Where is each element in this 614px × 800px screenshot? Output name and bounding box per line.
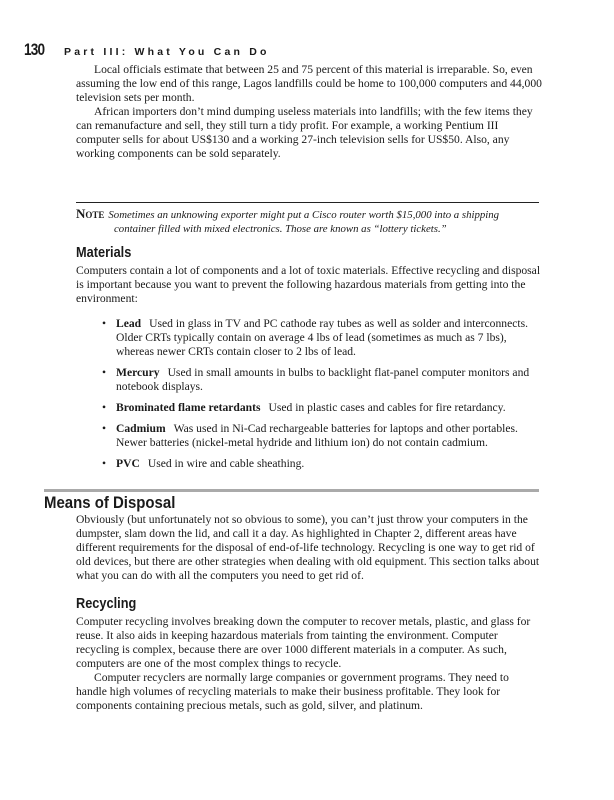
paragraph: Computer recyclers are normally large companies or government programs. They need to handle high volumes of recycling materials to make their business profitable. They look for components containing precious metals, such as gold, silver, and platinum. [76, 671, 509, 712]
paragraph: Obviously (but unfortunately not so obvious to some), you can’t just throw your computers in the dumpster, slam down the lid, and call it a day. As highlighted in Chapter 2, different areas have different requirements for the disposal of end-of-life technology. Recycling is one way to get rid of old devices, but there are other strategies when dealing with old equipment. This section talks about what you can do with all the computers you need to get rid of. [76, 513, 540, 582]
bullet-icon: • [102, 317, 107, 330]
note-text: Sometimes an unknowing exporter might put a Cisco router worth $15,000 into a shipping container filled with mixed electronics. Those are known as “lottery tickets.” [108, 209, 500, 235]
hazardous-materials-list [100, 317, 540, 478]
paragraph: African importers don’t mind dumping useless materials into landfills; with the few items they can remanufacture and sell, they still turn a tidy profit. For example, a working Pentium III computer sells for about US$130 and a working 27-inch television sells for US$50. Also, any working components can be sold separately. [76, 105, 533, 160]
term: Cadmium [116, 422, 166, 435]
term: PVC [116, 457, 140, 470]
materials-intro [76, 264, 542, 306]
intro-text [76, 63, 542, 161]
note-label: Note [76, 206, 105, 221]
list-item [100, 317, 540, 359]
list-item [100, 366, 540, 394]
description: Used in wire and cable sheathing. [147, 457, 305, 470]
section-divider [44, 489, 539, 492]
bullet-icon: • [102, 401, 107, 414]
description: Used in small amounts in bulbs to backlight flat-panel computer monitors and notebook displays. [116, 366, 530, 393]
running-header [24, 40, 270, 60]
paragraph: Local officials estimate that between 25 and 75 percent of this material is irreparable. So, even assuming the low end of this range, Lagos landfills could be home to 100,000 computers and 44,000 television sets per month. [76, 63, 542, 104]
term: Brominated flame retardants [116, 401, 261, 414]
note-box [76, 207, 542, 236]
bullet-icon: • [102, 422, 107, 435]
section-heading-recycling: Recycling [76, 596, 137, 612]
page-number: 130 [24, 40, 45, 59]
disposal-text [76, 513, 542, 583]
paragraph: Computers contain a lot of components and a lot of toxic materials. Effective recycling and disposal is important because you want to prevent the following hazardous materials from getting into the environment: [76, 264, 541, 305]
description: Used in plastic cases and cables for fire retardancy. [268, 401, 506, 414]
section-heading-materials: Materials [76, 245, 132, 261]
section-heading-means-of-disposal: Means of Disposal [44, 493, 176, 512]
description: Used in glass in TV and PC cathode ray tubes as well as solder and interconnects. Older CRTs typically contain on average 4 lbs of lead (sometimes as much as 7 lbs), whereas newer CRTs contain closer to 2 lbs of lead. [116, 317, 528, 358]
bullet-icon: • [102, 366, 107, 379]
list-item [100, 401, 540, 415]
term: Mercury [116, 366, 160, 379]
part-title: Part III: What You Can Do [64, 46, 270, 58]
list-item [100, 422, 540, 450]
list-item [100, 457, 540, 471]
paragraph: Computer recycling involves breaking down the computer to recover metals, plastic, and glass for reuse. It also aids in keeping hazardous materials from tainting the environment. Computer recycling is complex, because there are over 1000 different materials in a computer. As such, computers are one of the most complex things to recycle. [76, 615, 531, 670]
description: Was used in Ni-Cad rechargeable batteries for laptops and other portables. Newer batteries (nickel-metal hydride and lithium ion) do not contain cadmium. [116, 422, 518, 449]
recycling-text [76, 615, 542, 713]
note-divider [76, 202, 539, 203]
bullet-icon: • [102, 457, 107, 470]
term: Lead [116, 317, 142, 330]
